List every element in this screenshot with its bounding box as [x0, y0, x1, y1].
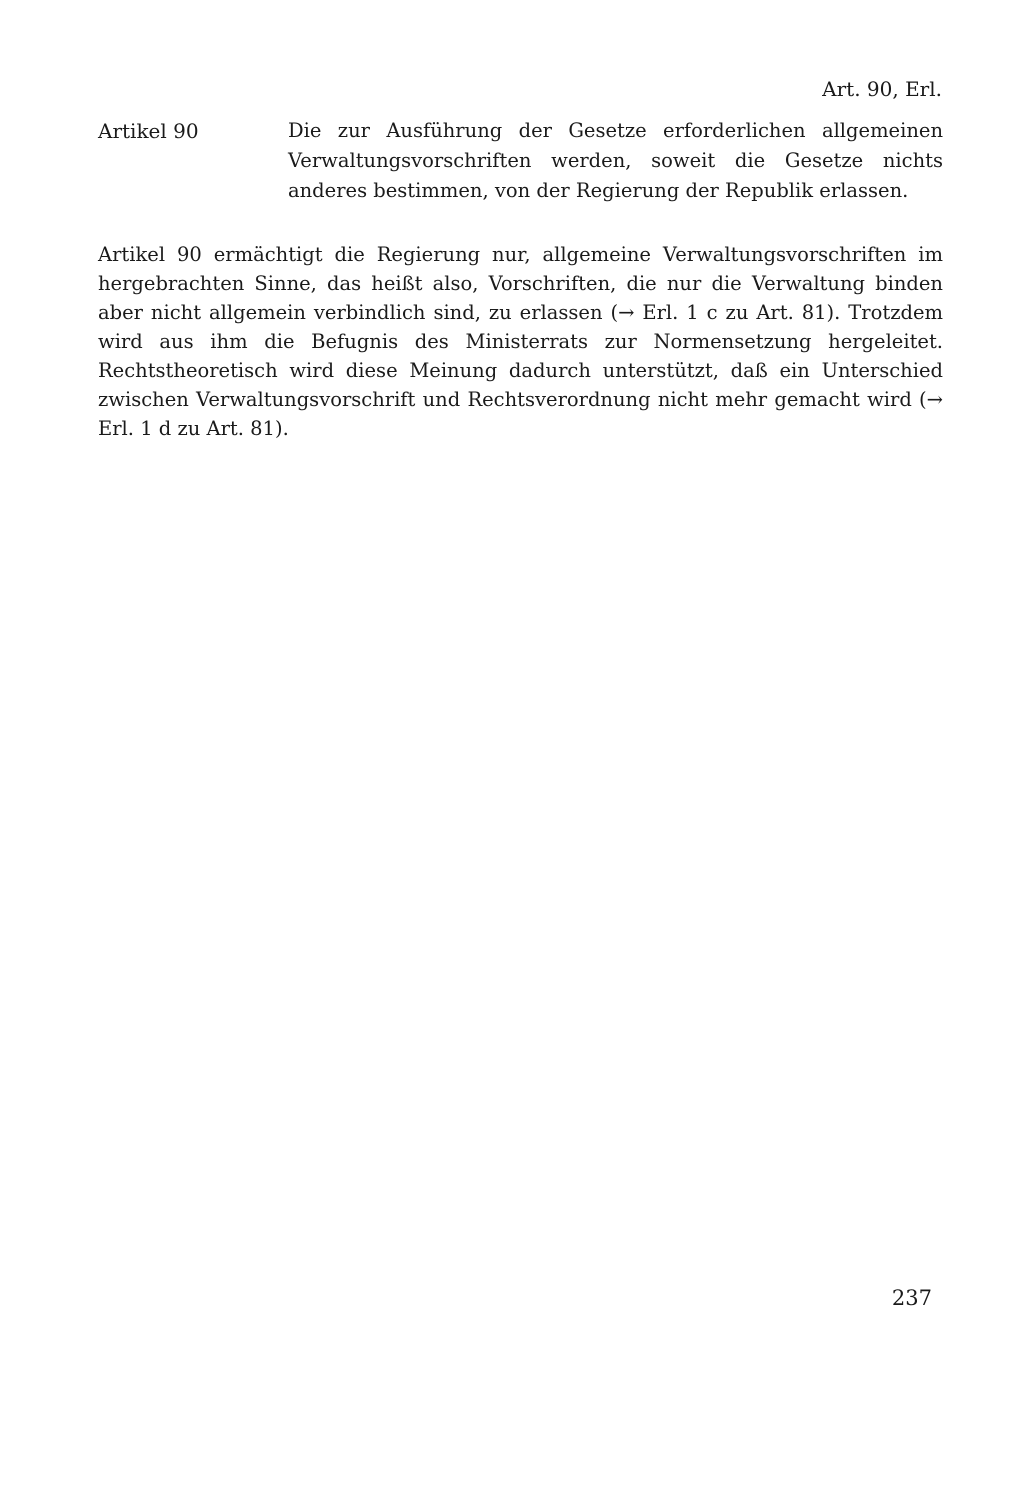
article-block — [98, 116, 943, 206]
article-text: Die zur Ausführung der Gesetze erforderlichen allgemeinen Verwaltungsvorschriften werden, soweit die Gesetze nichts anderes bestimmen, von der Regierung der Republik erlassen. — [288, 119, 943, 202]
commentary-paragraph: Artikel 90 ermächtigt die Regierung nur, allgemeine Verwaltungsvorschriften im hergebrachten Sinne, das heißt also, Vorschriften, die nur die Verwaltung binden aber nicht allgemein verbindlich sind, zu erlassen (→ Erl. 1 c zu Art. 81). Trotzdem wird aus ihm die Befugnis des Ministerrats zur Normensetzung hergeleitet. Rechtstheoretisch wird diese Meinung dadurch unterstützt, daß ein Unterschied zwischen Verwaltungsvorschrift und Rechtsverordnung nicht mehr gemacht wird (→ Erl. 1 d zu Art. 81). — [98, 243, 943, 440]
article-label: Artikel 90 — [98, 119, 199, 143]
page-number: 237 — [891, 1286, 932, 1310]
running-head: Art. 90, Erl. — [822, 77, 942, 101]
